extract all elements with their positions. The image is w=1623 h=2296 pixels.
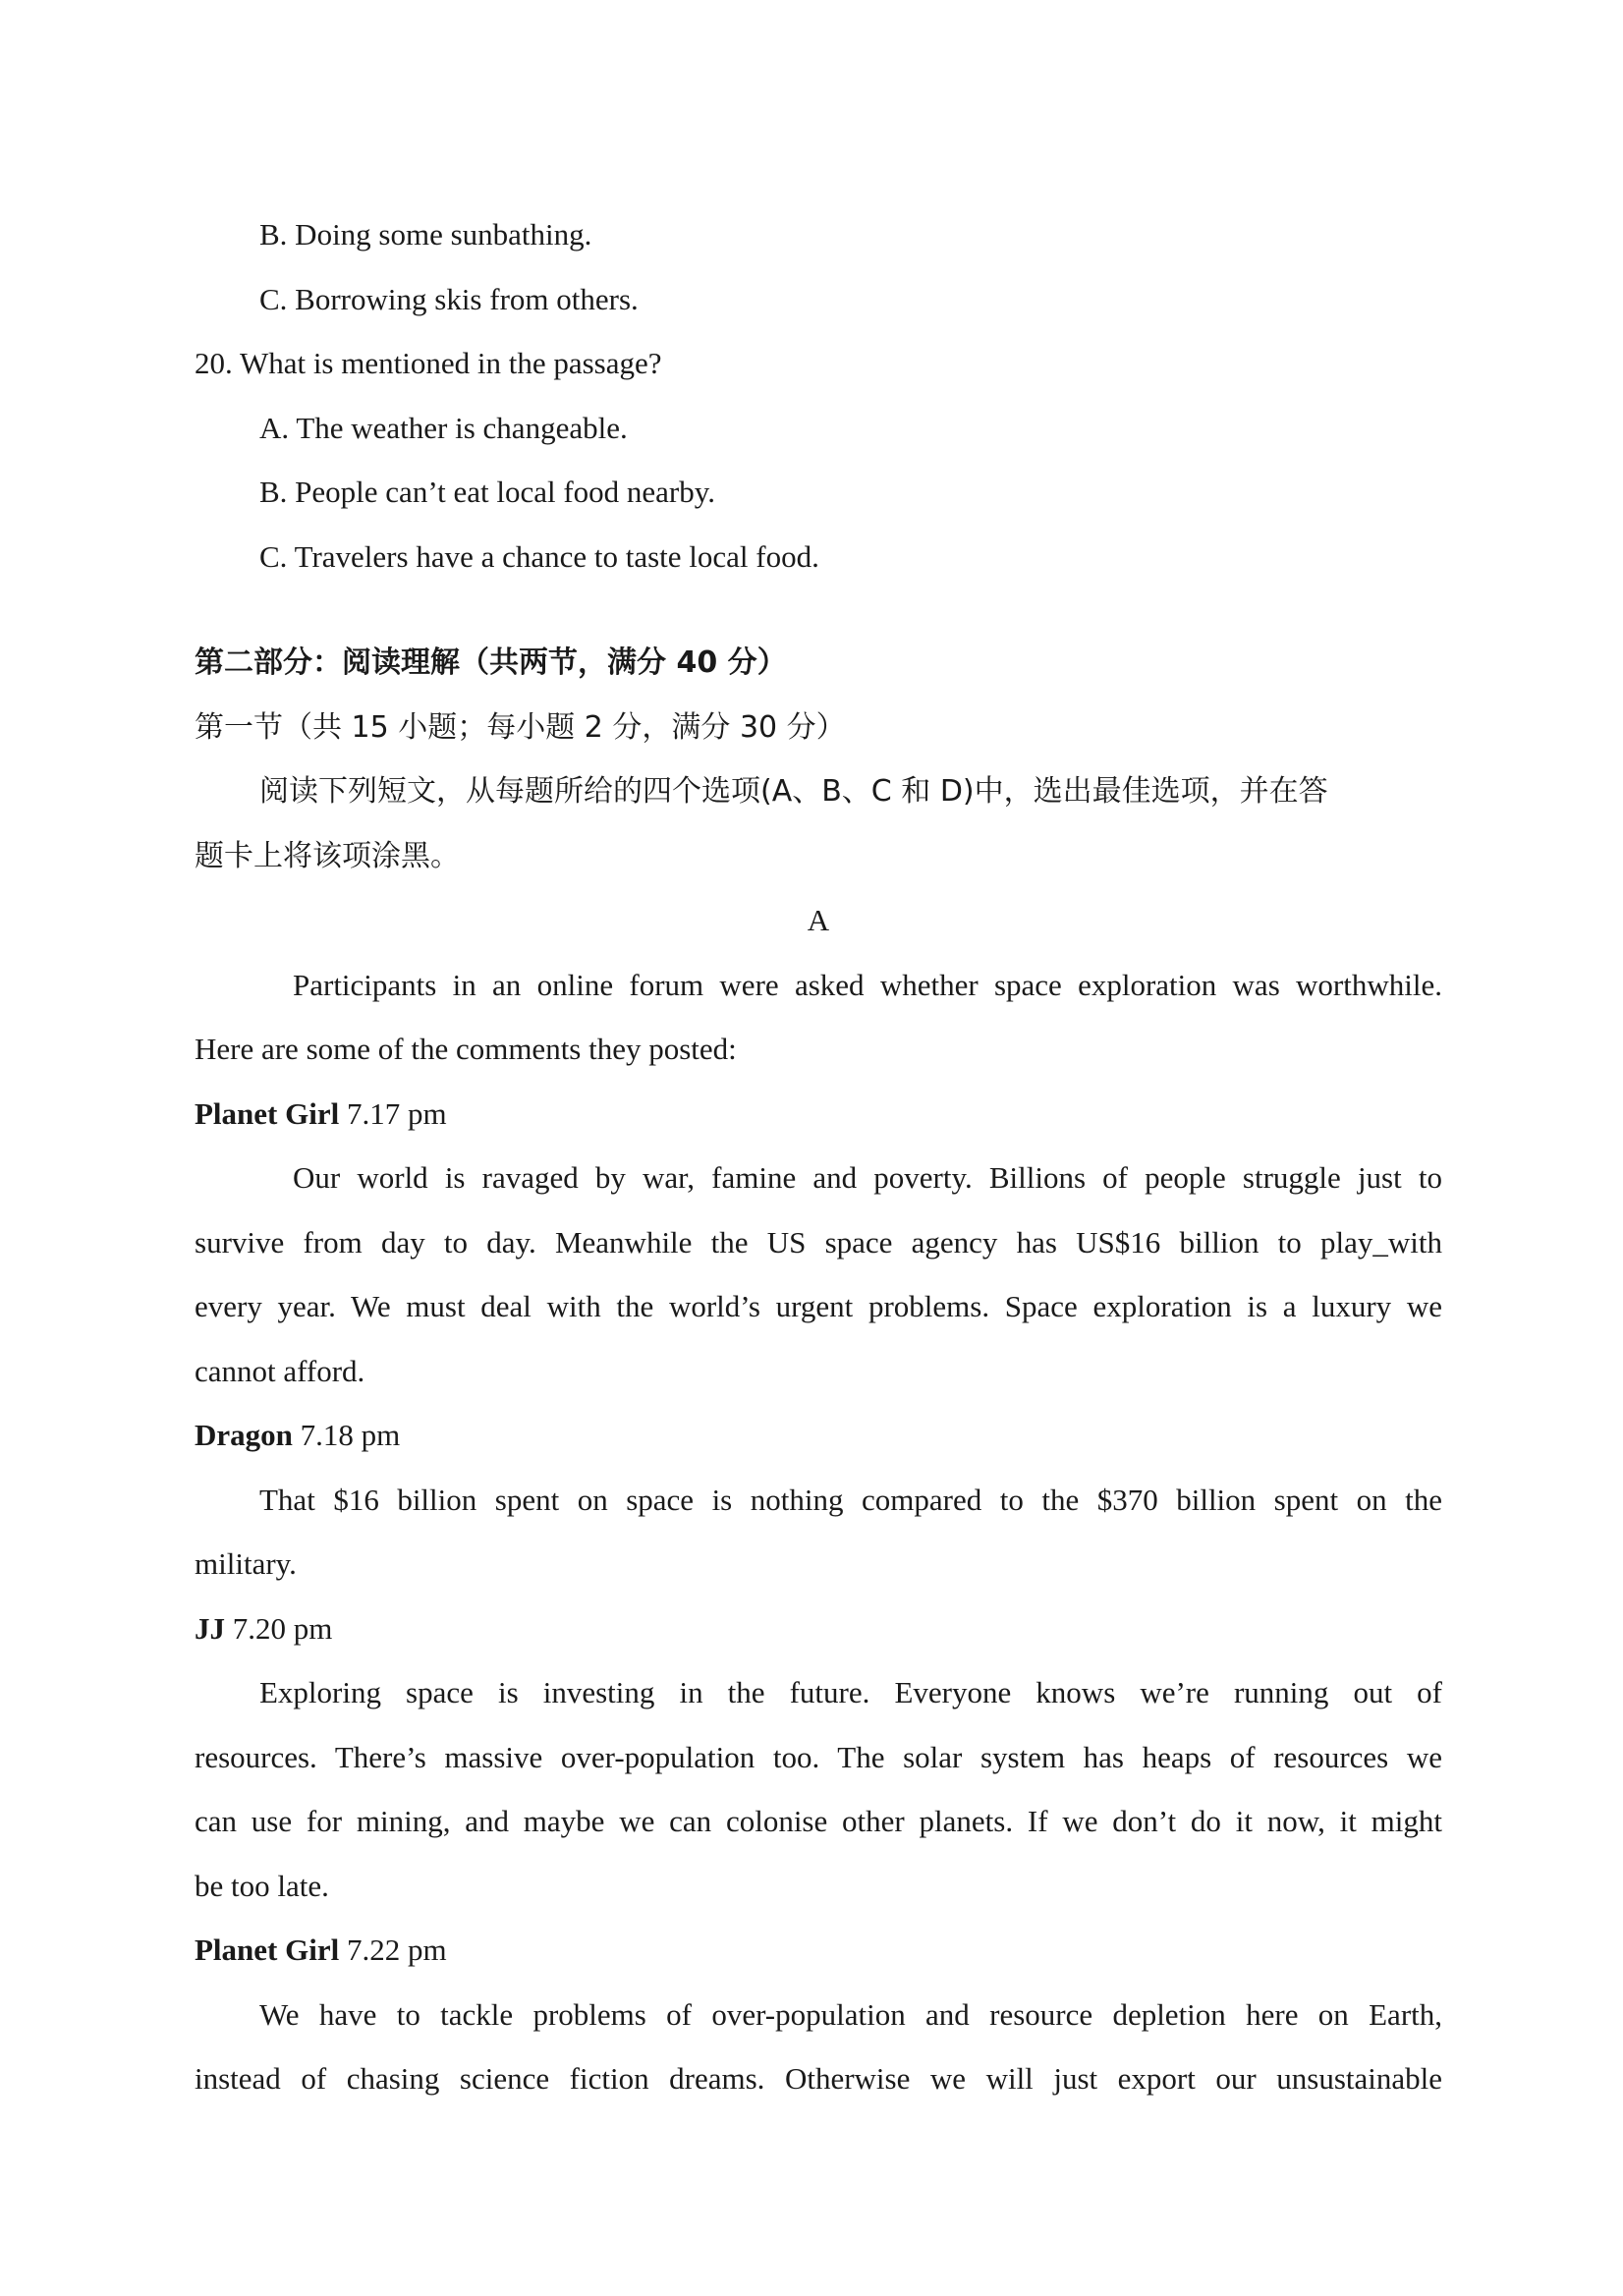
part2-instruction-line1: 阅读下列短文，从每题所给的四个选项(A、B、C 和 D)中，选出最佳选项，并在答	[259, 774, 1328, 809]
passage-intro-line1: Participants in an online forum were asked whether space exploration was worthwhile.	[293, 967, 1442, 1002]
post-line: That $16 billion spent on space is nothing compared to the $370 billion spent on the	[259, 1482, 1442, 1517]
q20-option-c: C. Travelers have a chance to taste local food.	[259, 538, 819, 574]
post-line: can use for mining, and maybe we can colonise other planets. If we don’t do it now, it might	[195, 1804, 1442, 1838]
post-header	[195, 1596, 1442, 1661]
post-time: 7.22 pm	[339, 1932, 447, 1967]
q19-option-b: B. Doing some sunbathing.	[259, 217, 592, 252]
post-line: Our world is ravaged by war, famine and poverty. Billions of people struggle just to	[293, 1160, 1442, 1195]
post-author: JJ	[195, 1610, 225, 1646]
part2-title: 第二部分：阅读理解（共两节，满分 40 分）	[195, 645, 787, 680]
post-header	[195, 1082, 1442, 1147]
post-line: cannot afford.	[195, 1353, 365, 1388]
post-header	[195, 1403, 1442, 1468]
post-line: be too late.	[195, 1868, 329, 1903]
post-line: survive from day to day. Meanwhile the US space agency has US$16 billion to play_with	[195, 1224, 1442, 1260]
q19-option-c: C. Borrowing skis from others.	[259, 281, 639, 316]
post-author: Dragon	[195, 1418, 293, 1452]
passage-label: A	[807, 903, 830, 937]
part2-instruction-line2: 题卡上将该项涂黑。	[195, 838, 460, 873]
post-line: every year. We must deal with the world’s urgent problems. Space exploration is a luxury we	[195, 1289, 1442, 1323]
part2-section1: 第一节（共 15 小题；每小题 2 分，满分 30 分）	[195, 709, 846, 745]
passage-intro-line2: Here are some of the comments they posted:	[195, 1032, 737, 1066]
post-header	[195, 1918, 1442, 1983]
exam-page	[195, 202, 1442, 2111]
q20-question: 20. What is mentioned in the passage?	[195, 346, 662, 380]
q20-option-a: A. The weather is changeable.	[259, 410, 628, 445]
post-line: military.	[195, 1546, 297, 1581]
post-line: We have to tackle problems of over-population and resource depletion here on Earth,	[259, 1996, 1442, 2032]
post-time: 7.17 pm	[339, 1095, 447, 1131]
q20-option-b: B. People can’t eat local food nearby.	[259, 475, 715, 509]
post-time: 7.20 pm	[225, 1610, 333, 1646]
post-author: Planet Girl	[195, 1095, 340, 1131]
post-line: Exploring space is investing in the future. Everyone knows we’re running out of	[259, 1675, 1442, 1709]
post-time: 7.18 pm	[292, 1418, 401, 1452]
post-line: instead of chasing science fiction dreams. Otherwise we will just export our unsustainable	[195, 2061, 1442, 2096]
post-author: Planet Girl	[195, 1932, 340, 1967]
post-line: resources. There’s massive over-population too. The solar system has heaps of resources we	[195, 1739, 1442, 1774]
